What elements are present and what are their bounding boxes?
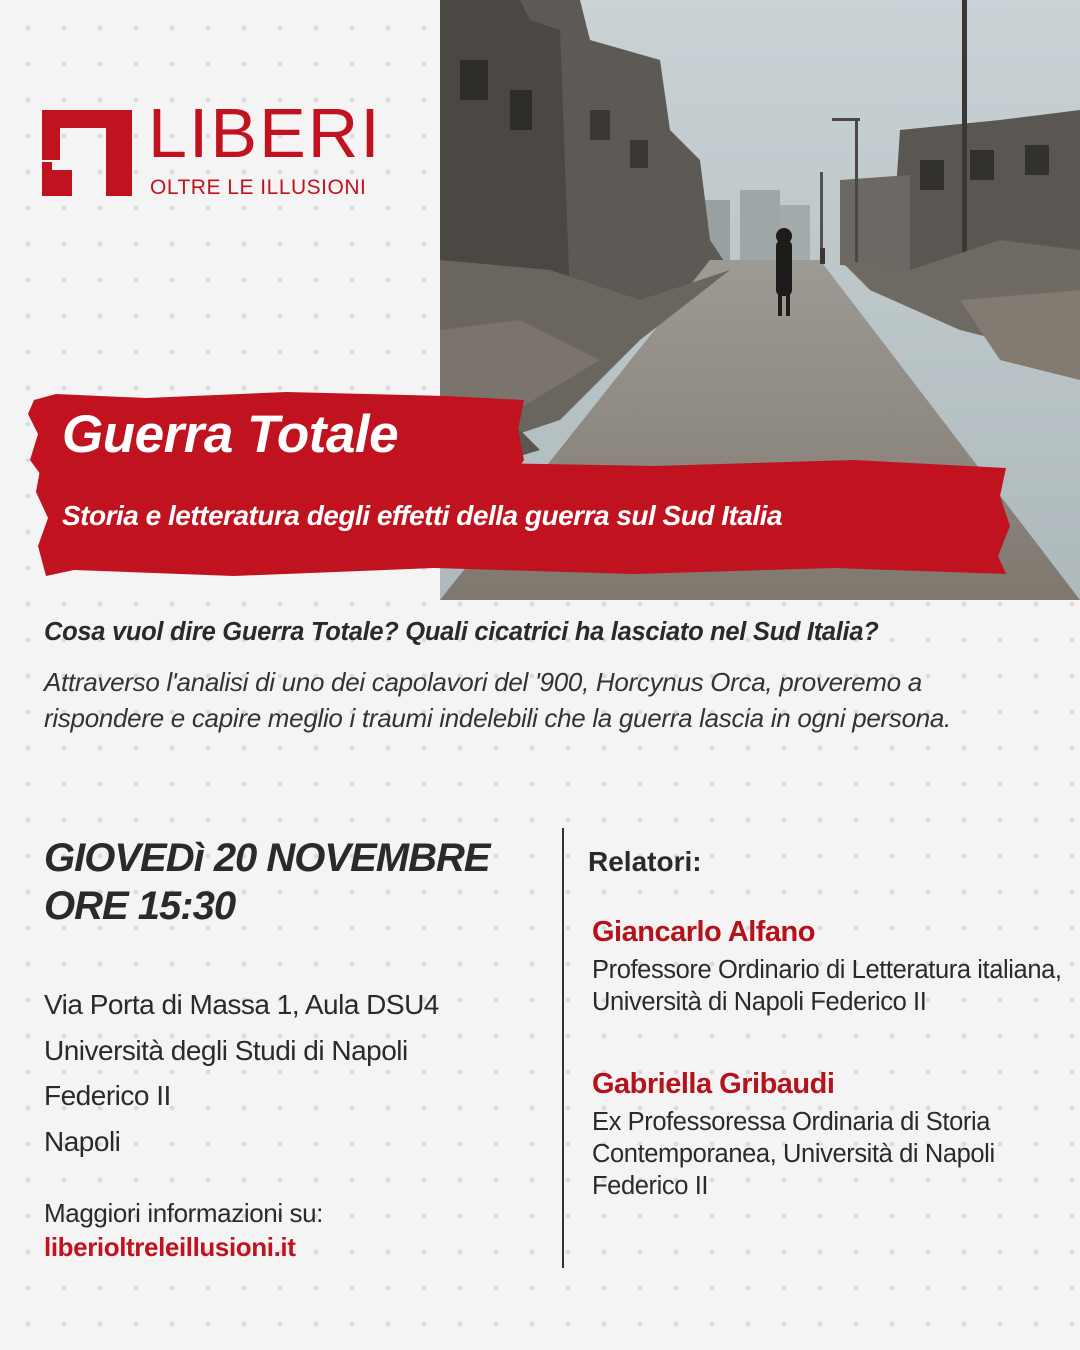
event-address <box>44 982 439 1164</box>
speaker-name: Gabriella Gribaudi <box>592 1068 835 1100</box>
info-link[interactable]: liberioltreleillusioni.it <box>44 1232 296 1262</box>
speaker-role: Ex Professoressa Ordinaria di Storia Contemporanea, Università di Napoli Federico II <box>592 1108 995 1200</box>
event-question: Cosa vuol dire Guerra Totale? Quali cicatrici ha lasciato nel Sud Italia? <box>44 618 879 646</box>
column-divider <box>562 828 564 1268</box>
speaker-role: Professore Ordinario di Letteratura italiana, Università di Napoli Federico II <box>592 956 1062 1016</box>
address-line: Via Porta di Massa 1, Aula DSU4 <box>44 989 439 1020</box>
speakers-title: Relatori: <box>588 846 702 877</box>
info-label: Maggiori informazioni su: <box>44 1198 324 1228</box>
address-line: Federico II <box>44 1080 171 1111</box>
event-subtitle: Storia e letteratura degli effetti della guerra sul Sud Italia <box>62 500 783 531</box>
speaker-name: Giancarlo Alfano <box>592 916 815 948</box>
address-line: Napoli <box>44 1125 121 1157</box>
event-description: Attraverso l'analisi di uno dei capolavori del '900, Horcynus Orca, proveremo a rispondere e capire meglio i traumi indelebili che la guerra lascia in ogni persona. <box>44 667 951 733</box>
event-title: Guerra Totale <box>62 405 399 464</box>
brand-logo <box>42 94 382 200</box>
brand-name: LIBERI <box>148 94 382 172</box>
brand-tagline: OLTRE LE ILLUSIONI <box>150 176 367 199</box>
address-line: Università degli Studi di Napoli <box>44 1034 408 1066</box>
liberi-logo-mark-icon <box>42 110 132 196</box>
event-time: ORE 15:30 <box>44 884 236 928</box>
event-date: GIOVEDì 20 NOVEMBRE <box>44 836 490 880</box>
